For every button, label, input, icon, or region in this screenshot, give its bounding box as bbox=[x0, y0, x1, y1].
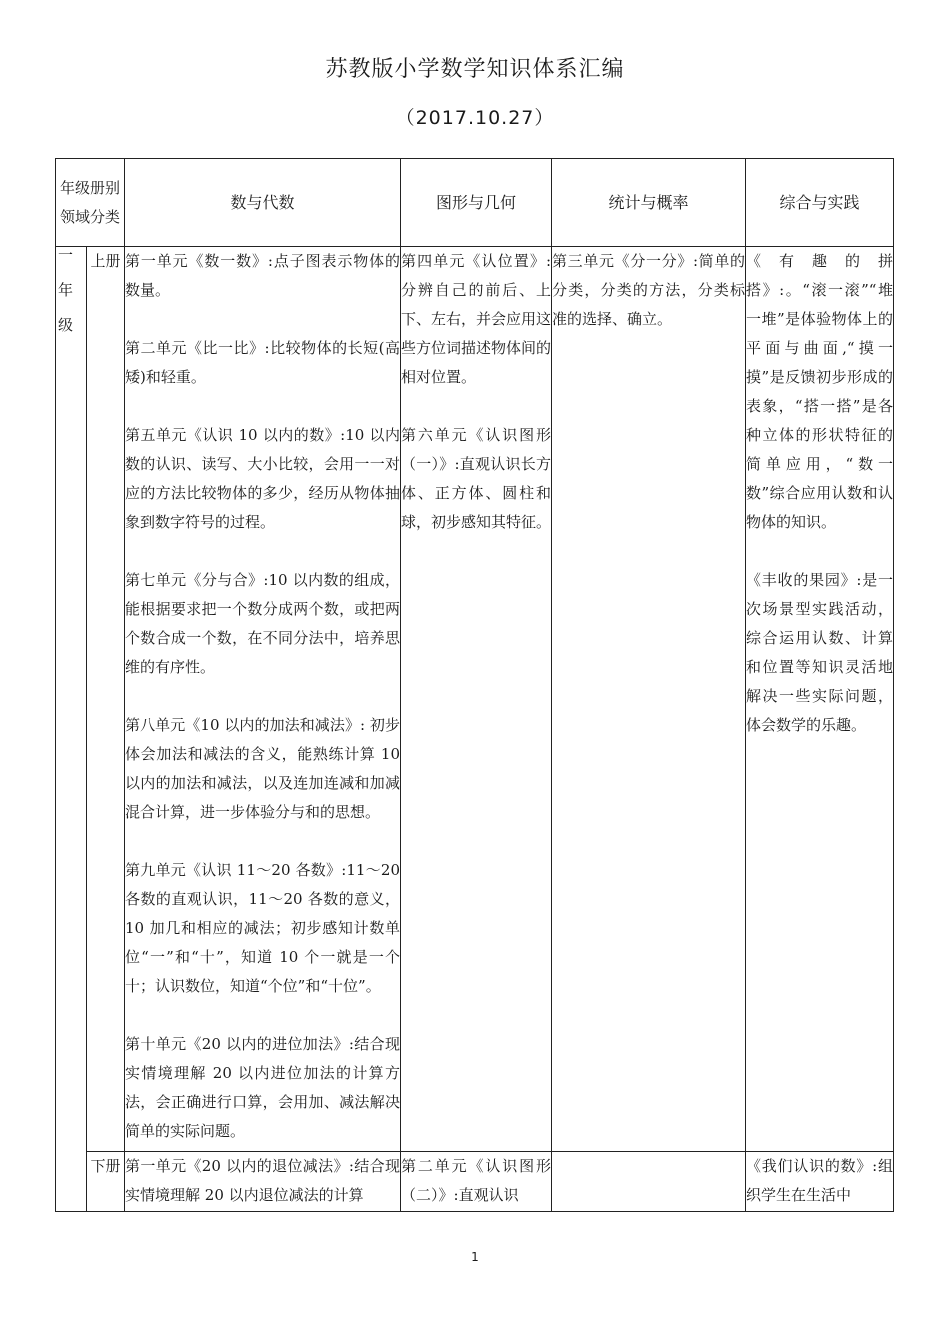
term-upper: 上册 bbox=[87, 247, 125, 1152]
algebra-unit-9: 第九单元《认识 11～20 各数》:11～20 各数的直观认识，11～20 各数的意义，10 加几和相应的减法；初步感知计数单位“一”和“十”，知道 10 个一就是一个十；认识数位，知道“个位”和“十位”。 bbox=[125, 861, 401, 995]
practice-lower-activity-1: 《我们认识的数》:组织学生在生活中 bbox=[746, 1157, 894, 1204]
algebra-lower-unit-1: 第一单元《20 以内的退位减法》:结合现实情境理解 20 以内退位减法的计算 bbox=[125, 1157, 401, 1204]
header-practice: 综合与实践 bbox=[746, 159, 894, 247]
algebra-unit-7: 第七单元《分与合》:10 以内数的组成，能根据要求把一个数分成两个数，或把两个数合成一个数，在不同分法中，培养思维的有序性。 bbox=[125, 571, 401, 676]
geometry-unit-4: 第四单元《认位置》:分辨自己的前后、上下、左右，并会应用这些方位词描述物体间的相对位置。 bbox=[401, 252, 552, 386]
algebra-cell bbox=[125, 247, 401, 1152]
practice-activity-2: 《丰收的果园》:是一次场景型实践活动，综合运用认数、计算和位置等知识灵活地解决一些实际问题，体会数学的乐趣。 bbox=[746, 571, 894, 734]
statistics-cell-lower bbox=[552, 1152, 746, 1212]
document-date: （2017.10.27） bbox=[395, 107, 555, 129]
header-corner-label: 年级册别领域分类 bbox=[60, 178, 121, 226]
statistics-cell bbox=[552, 247, 746, 1152]
grade-cell bbox=[56, 247, 87, 1212]
practice-cell-lower bbox=[746, 1152, 894, 1212]
header-row bbox=[56, 159, 894, 247]
geometry-lower-unit-2: 第二单元《认识图形（二）》:直观认识 bbox=[401, 1157, 552, 1204]
geometry-cell bbox=[401, 247, 552, 1152]
term-lower: 下册 bbox=[87, 1152, 125, 1212]
algebra-unit-5: 第五单元《认识 10 以内的数》:10 以内数的认识、读写、大小比较，会用一一对应的方法比较物体的多少，经历从物体抽象到数字符号的过程。 bbox=[125, 426, 401, 531]
grade-label: 一年级 bbox=[56, 247, 74, 352]
practice-cell bbox=[746, 247, 894, 1152]
row-grade1-vol2 bbox=[56, 1152, 894, 1212]
algebra-cell-lower bbox=[125, 1152, 401, 1212]
algebra-unit-1: 第一单元《数一数》:点子图表示物体的数量。 bbox=[125, 252, 401, 299]
geometry-cell-lower bbox=[401, 1152, 552, 1212]
document-title: 苏教版小学数学知识体系汇编 bbox=[325, 57, 625, 82]
header-corner bbox=[56, 159, 125, 247]
geometry-unit-6: 第六单元《认识图形（一）》:直观认识长方体、正方体、圆柱和球，初步感知其特征。 bbox=[401, 426, 552, 531]
statistics-unit-3: 第三单元《分一分》:简单的分类，分类的方法，分类标准的选择、确立。 bbox=[552, 252, 746, 328]
header-statistics: 统计与概率 bbox=[552, 159, 746, 247]
page-number: 1 bbox=[471, 1250, 479, 1264]
header-algebra: 数与代数 bbox=[125, 159, 401, 247]
algebra-unit-10: 第十单元《20 以内的进位加法》:结合现实情境理解 20 以内进位加法的计算方法，会正确进行口算，会用加、减法解决简单的实际问题。 bbox=[125, 1035, 401, 1140]
algebra-unit-2: 第二单元《比一比》:比较物体的长短(高矮)和轻重。 bbox=[125, 339, 401, 386]
algebra-unit-8: 第八单元《10 以内的加法和减法》: 初步体会加法和减法的含义，能熟练计算 10 以内的加法和减法，以及连加连减和加减混合计算，进一步体验分与和的思想。 bbox=[125, 716, 401, 821]
practice-activity-1: 《有趣的拼搭》:。“滚一滚”“堆一堆”是体验物体上的平面与曲面,“摸一摸”是反馈初步形成的表象，“搭一搭”是各种立体的形状特征的简单应用，“数一数”综合应用认数和认物体的知识。 bbox=[746, 252, 894, 531]
header-geometry: 图形与几何 bbox=[401, 159, 552, 247]
knowledge-table bbox=[55, 158, 894, 1212]
row-grade1-vol1 bbox=[56, 247, 894, 1152]
